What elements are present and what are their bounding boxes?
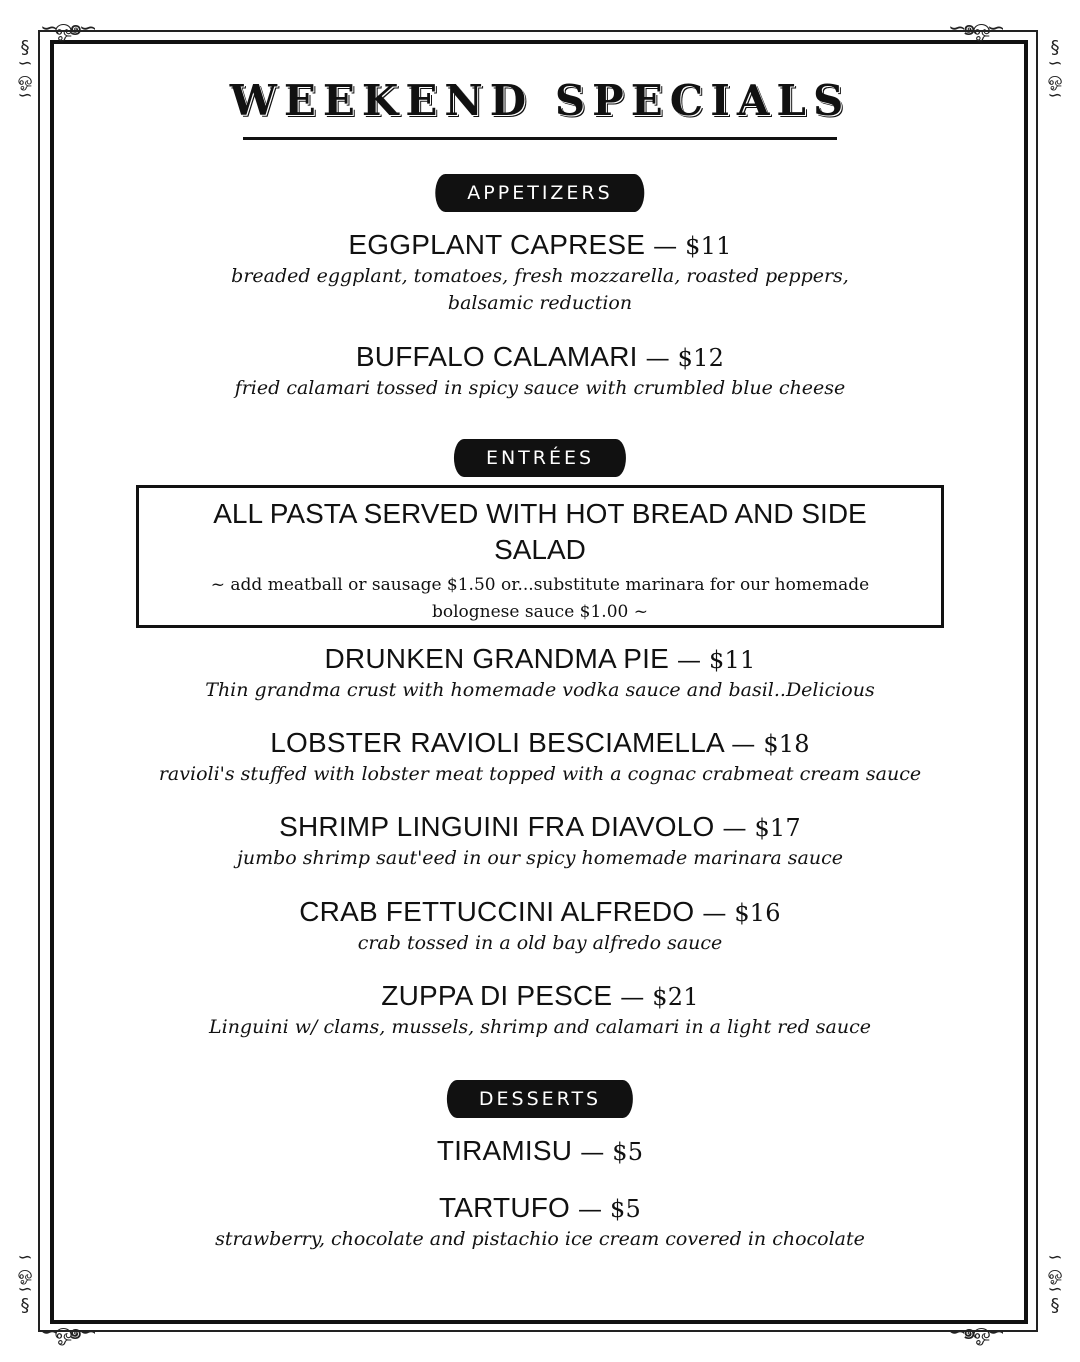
pasta-notice-box xyxy=(136,485,944,628)
menu-title: WEEKEND SPECIALS xyxy=(229,76,851,125)
scroll-ornament-icon: ∽ஓ๑∽ xyxy=(40,16,94,41)
item-price: — $17 xyxy=(722,814,801,842)
item-description: jumbo shrimp saut'eed in our spicy homemade marinara sauce xyxy=(236,847,843,869)
menu-item xyxy=(0,1191,1080,1253)
item-price: — $18 xyxy=(731,730,810,758)
section-banner-entrees: ENTRÉES xyxy=(454,439,626,477)
section-banner-appetizers: APPETIZERS xyxy=(435,174,644,212)
item-price: — $11 xyxy=(653,232,732,260)
item-name: DRUNKEN GRANDMA PIE xyxy=(324,643,670,674)
menu-item xyxy=(0,642,1080,704)
menu-item xyxy=(0,1134,1080,1169)
item-description: ravioli's stuffed with lobster meat topped with a cognac crabmeat cream sauce xyxy=(158,763,922,785)
item-name: CRAB FETTUCCINI ALFREDO xyxy=(299,896,695,927)
scroll-ornament-icon: ∽๑ஓ∽ xyxy=(948,16,1002,41)
title-divider xyxy=(243,137,837,140)
scroll-ornament-icon: ∽ ஓ ∽ § xyxy=(17,1247,33,1316)
scroll-ornament-icon: § ∽ ஓ ∽ xyxy=(1047,37,1063,106)
item-price: — $5 xyxy=(578,1195,641,1223)
item-description: breaded eggplant, tomatoes, fresh mozzarella, roasted peppers, balsamic reduction xyxy=(231,265,849,314)
menu-item xyxy=(0,979,1080,1041)
item-description: Thin grandma crust with homemade vodka sauce and basil..Delicious xyxy=(205,679,875,701)
scroll-ornament-icon: ∽ஓ๑∽ xyxy=(40,1320,94,1345)
item-name: ZUPPA DI PESCE xyxy=(381,980,613,1011)
item-description: crab tossed in a old bay alfredo sauce xyxy=(357,932,723,954)
menu-item xyxy=(0,895,1080,957)
item-price: — $11 xyxy=(677,646,756,674)
scroll-ornament-icon: § ∽ ஓ ∽ xyxy=(17,37,33,106)
item-price: — $12 xyxy=(645,344,725,372)
pasta-notice-detail: ~ add meatball or sausage $1.50 or...substitute marinara for our homemade bolognese sauce $1.00 ~ xyxy=(210,575,870,622)
menu-item xyxy=(0,810,1080,872)
menu-item xyxy=(0,340,1080,402)
item-price: — $16 xyxy=(702,899,781,927)
item-description: Linguini w/ clams, mussels, shrimp and calamari in a light red sauce xyxy=(209,1016,871,1038)
item-name: TARTUFO xyxy=(439,1192,571,1223)
item-description: strawberry, chocolate and pistachio ice cream covered in chocolate xyxy=(215,1228,865,1250)
scroll-ornament-icon: ∽๑ஓ∽ xyxy=(948,1320,1002,1345)
menu-item xyxy=(0,228,1080,317)
item-price: — $21 xyxy=(620,983,699,1011)
item-price: — $5 xyxy=(580,1138,644,1166)
item-name: EGGPLANT CAPRESE xyxy=(348,229,646,260)
item-name: SHRIMP LINGUINI FRA DIAVOLO xyxy=(279,811,715,842)
item-name: TIRAMISU xyxy=(436,1135,573,1166)
menu-item xyxy=(0,726,1080,788)
item-name: LOBSTER RAVIOLI BESCIAMELLA xyxy=(270,727,724,758)
pasta-notice-headline: ALL PASTA SERVED WITH HOT BREAD AND SIDE SALAD xyxy=(213,498,867,565)
section-banner-desserts: DESSERTS xyxy=(447,1080,633,1118)
item-name: BUFFALO CALAMARI xyxy=(355,341,638,372)
scroll-ornament-icon: ∽ ஓ ∽ § xyxy=(1047,1247,1063,1316)
item-description: fried calamari tossed in spicy sauce with crumbled blue cheese xyxy=(234,377,846,399)
